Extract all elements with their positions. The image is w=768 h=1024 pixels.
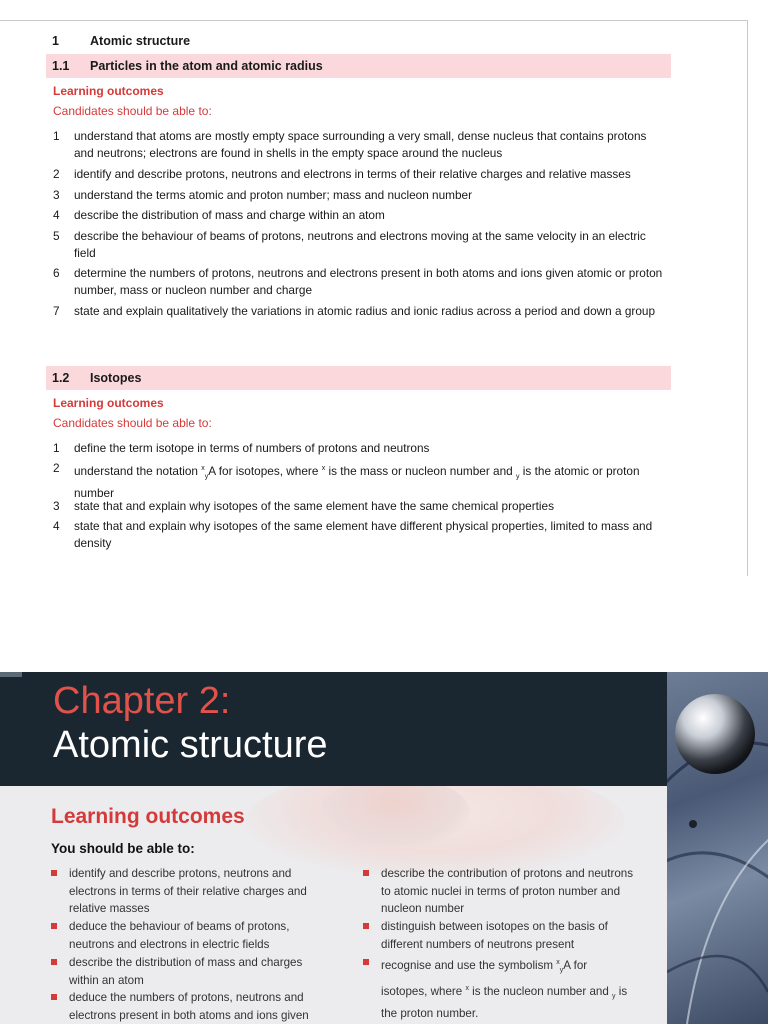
bullet-item [51,989,321,1024]
section-title: Particles in the atom and atomic radius [90,59,323,73]
outcome-item [53,440,663,457]
bullet-square-icon [51,994,57,1000]
chapter-title: Atomic structure [53,724,328,766]
item-text: state and explain qualitatively the variations in atomic radius and ionic radius across a period and down a group [74,304,656,318]
page-right-border [747,20,748,576]
outcome-item [53,303,663,320]
sphere-icon [675,694,755,774]
chapter-number: 1 [52,34,59,48]
bullet-text: recognise and use the symbolism $^x_y$A for isotopes, where $^x$ is the nucleon number and $_y$ is the proton number. [381,958,628,1021]
bullet-square-icon [363,959,369,965]
learning-outcomes-label: Learning outcomes [53,84,164,98]
bullet-item [51,918,321,953]
outcome-item [53,518,663,552]
item-text: state that and explain why isotopes of the same element have the same chemical properties [74,499,555,513]
background-orb [320,777,470,847]
item-text: determine the numbers of protons, neutrons and electrons present in both atoms and ions given atomic or proton number, mass or nucleon number and charge [74,266,663,297]
bullet-item [363,918,633,953]
chapter-label: Chapter 2: [53,680,231,722]
item-text: describe the distribution of mass and charge within an atom [74,208,385,222]
outcome-item [53,460,663,502]
bullet-text: describe the contribution of protons and neutrons to atomic nuclei in terms of proton number and nucleon number [381,867,634,915]
item-text: define the term isotope in terms of numbers of protons and neutrons [74,441,430,455]
item-number: 4 [53,519,60,533]
bullet-square-icon [363,870,369,876]
bullet-item [51,865,321,918]
bullet-text: describe the distribution of mass and charges within an atom [69,956,303,987]
section-band-1-1 [46,54,671,78]
bullet-text: deduce the numbers of protons, neutrons and electrons present in both atoms and ions given [69,991,309,1022]
item-text: state that and explain why isotopes of the same element have different physical properties, limited to mass and density [74,519,653,550]
bullet-text: deduce the behaviour of beams of protons, neutrons and electrons in electric fields [69,920,290,951]
item-number: 7 [53,304,60,318]
item-number: 6 [53,266,60,280]
bullet-item [363,954,633,1023]
section-number: 1.1 [52,59,70,73]
candidates-intro: Candidates should be able to: [53,416,212,430]
outcome-item [53,265,663,299]
outcome-item [53,166,663,183]
outcome-item [53,187,663,204]
corner-tab [0,672,22,677]
learning-outcomes-label: Learning outcomes [53,396,164,410]
outcome-item [53,207,663,224]
item-number: 1 [53,441,60,455]
item-number: 2 [53,167,60,181]
chapter-title: Atomic structure [90,34,191,48]
item-number: 5 [53,229,60,243]
outcome-item [53,498,663,515]
section-title: Isotopes [90,371,142,385]
item-number: 2 [53,461,60,475]
item-text: identify and describe protons, neutrons and electrons in terms of their relative charges and relative masses [74,167,631,181]
bullet-square-icon [51,923,57,929]
atom-illustration [667,672,768,1024]
item-number: 1 [53,129,60,143]
outcome-item [53,128,663,162]
item-text: understand the notation $^x_y$A for isotopes, where $^x$ is the mass or nucleon number and $_y$ is the atomic or proton number [74,463,640,501]
chapter-header [0,672,667,786]
bullet-text: distinguish between isotopes on the basis of different numbers of neutrons present [381,920,608,951]
bullet-square-icon [51,959,57,965]
section-number: 1.2 [52,371,70,385]
page-top-border [0,20,748,21]
bullet-item [363,865,633,918]
bullet-square-icon [363,923,369,929]
bullet-square-icon [51,870,57,876]
section-band-1-2 [46,366,671,390]
chapter-cover-image [667,672,768,1024]
item-text: describe the behaviour of beams of protons, neutrons and electrons moving at the same velocity in an electric field [74,229,646,260]
textbook-page [0,672,768,1024]
learning-outcomes-heading: Learning outcomes [51,805,245,828]
item-text: understand that atoms are mostly empty space surrounding a very small, dense nucleus that contains protons and neutrons; electrons are found in shells in the empty space around the nucleus [74,129,647,160]
bullet-item [51,954,321,989]
item-number: 3 [53,499,60,513]
learning-outcomes-intro: You should be able to: [51,841,195,856]
outcome-item [53,228,663,262]
bullet-text: identify and describe protons, neutrons and electrons in terms of their relative charges and relative masses [69,867,307,915]
candidates-intro: Candidates should be able to: [53,104,212,118]
item-number: 4 [53,208,60,222]
item-text: understand the terms atomic and proton number; mass and nucleon number [74,188,473,202]
item-number: 3 [53,188,60,202]
